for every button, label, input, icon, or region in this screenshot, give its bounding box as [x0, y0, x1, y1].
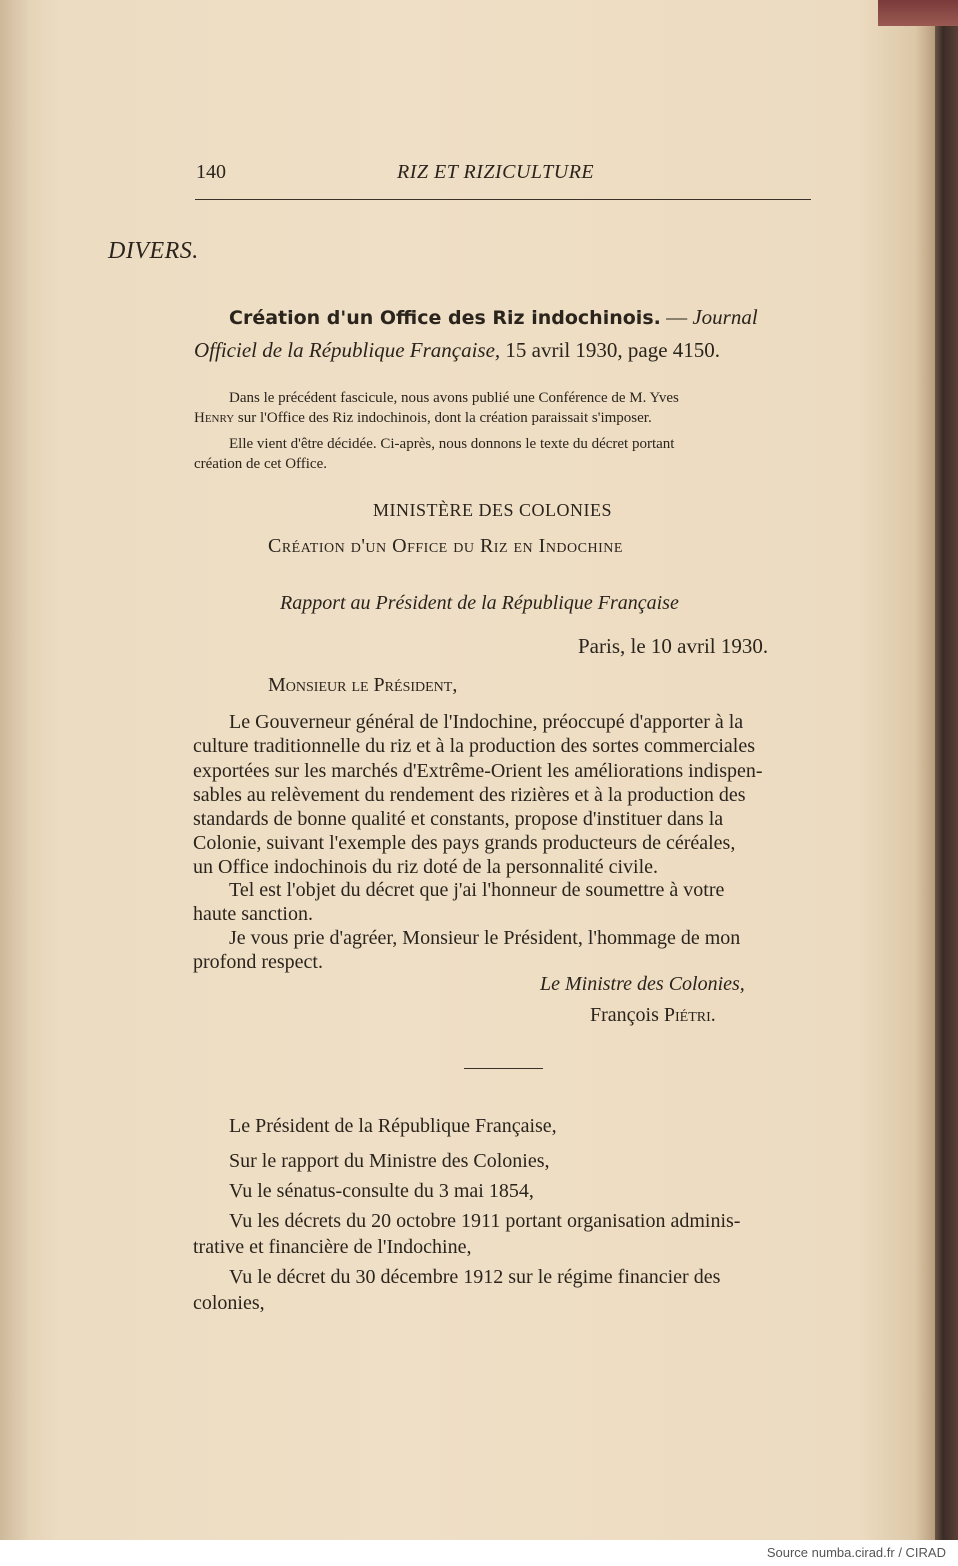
ministry-heading: MINISTÈRE DES COLONIES	[373, 500, 612, 520]
decree-line: trative et financière de l'Indochine,	[193, 1236, 472, 1258]
source-credit: Source numba.cirad.fr / CIRAD	[766, 1545, 946, 1560]
decree-line: Vu le décret du 30 décembre 1912 sur le régime financier des	[229, 1266, 721, 1288]
body-line: standards de bonne qualité et constants, propose d'instituer dans la	[193, 808, 724, 830]
body-line: sables au relèvement du rendement des rizières et à la production des	[193, 784, 746, 806]
source-date-page: 15 avril 1930, page 4150.	[500, 338, 721, 362]
body-line: Je vous prie d'agréer, Monsieur le Président, l'hommage de mon	[229, 927, 741, 949]
decree-line: Le Président de la République Française,	[229, 1115, 557, 1137]
body-line: Tel est l'objet du décret que j'ai l'honneur de soumettre à votre	[229, 879, 725, 901]
section-divider	[464, 1068, 543, 1069]
decree-line: colonies,	[193, 1292, 265, 1314]
body-line: culture traditionnelle du riz et à la production des sortes commerciales	[193, 735, 756, 757]
salutation: Monsieur le Président,	[268, 674, 458, 696]
decree-title: Création d'un Office du Riz en Indochine	[268, 535, 623, 557]
decree-line: Vu le sénatus-consulte du 3 mai 1854,	[229, 1180, 534, 1202]
running-title: RIZ ET RIZICULTURE	[397, 161, 595, 183]
signature-role: Le Ministre des Colonies,	[540, 973, 745, 995]
intro-line-3: Elle vient d'être décidée. Ci-après, nous donnons le texte du décret portant	[229, 436, 675, 452]
signature-last-name: Piétri.	[663, 1004, 716, 1026]
intro-line-2	[194, 410, 652, 427]
body-line: Le Gouverneur général de l'Indochine, préoccupé d'apporter à la	[229, 711, 744, 733]
section-heading: DIVERS.	[108, 238, 199, 264]
decree-line: Vu les décrets du 20 octobre 1911 portant organisation adminis-	[229, 1210, 741, 1232]
place-date: Paris, le 10 avril 1930.	[578, 634, 769, 658]
title-dash: —	[660, 305, 693, 329]
author-name: Henry	[194, 410, 235, 426]
report-title: Rapport au Président de la République Française	[280, 592, 679, 614]
body-line: profond respect.	[193, 951, 323, 973]
intro-line-1: Dans le précédent fascicule, nous avons publié une Conférence de M. Yves	[229, 390, 679, 406]
article-title: Création d'un Office des Riz indochinois.	[229, 307, 661, 329]
decree-line: Sur le rapport du Ministre des Colonies,	[229, 1150, 550, 1172]
signature-name	[590, 1004, 716, 1027]
page-number: 140	[196, 161, 226, 183]
book-spine	[935, 0, 958, 1540]
body-line: un Office indochinois du riz doté de la personnalité civile.	[193, 856, 659, 878]
body-line: exportées sur les marchés d'Extrême-Orient les améliorations indispen-	[193, 760, 763, 782]
cover-corner	[878, 0, 958, 26]
source-name: Officiel de la République Française,	[194, 338, 501, 362]
intro-line-2-text: sur l'Office des Riz indochinois, dont la création paraissait s'imposer.	[234, 410, 652, 426]
header-rule	[195, 199, 811, 200]
article-title-line1	[229, 305, 758, 330]
body-line: haute sanction.	[193, 903, 313, 925]
intro-line-4: création de cet Office.	[194, 456, 327, 472]
article-title-line2	[194, 338, 720, 363]
source-journal: Journal	[692, 305, 758, 329]
signature-first-name: François	[590, 1004, 664, 1026]
body-line: Colonie, suivant l'exemple des pays grands producteurs de céréales,	[193, 832, 736, 854]
